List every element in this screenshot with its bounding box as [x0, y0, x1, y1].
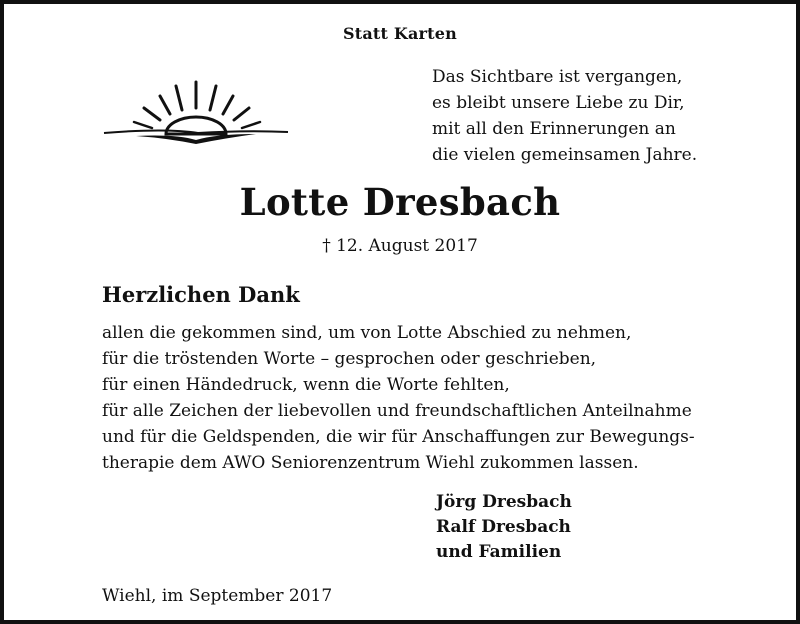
place-and-date: Wiehl, im September 2017: [102, 586, 333, 606]
signer-line: und Familien: [436, 542, 562, 562]
deceased-name: Lotte Dresbach: [239, 180, 561, 224]
thanks-line: für die tröstenden Worte – gesprochen oder geschrieben,: [102, 349, 597, 369]
thanks-line: und für die Geldspenden, die wir für Anschaffungen zur Bewegungs-: [102, 427, 695, 447]
thanks-title: Herzlichen Dank: [102, 282, 300, 307]
signer-line: Ralf Dresbach: [436, 517, 571, 537]
motto-verse: [432, 64, 732, 168]
motto-line: es bleibt unsere Liebe zu Dir,: [432, 93, 685, 113]
thanks-line: allen die gekommen sind, um von Lotte Abschied zu nehmen,: [102, 323, 632, 343]
signers: [436, 490, 572, 565]
card-heading: Statt Karten: [343, 24, 457, 43]
thanks-text: [102, 320, 742, 476]
motto-line: die vielen gemeinsamen Jahre.: [432, 145, 698, 165]
thanks-line: therapie dem AWO Seniorenzentrum Wiehl zukommen lassen.: [102, 453, 639, 473]
thanks-line: für alle Zeichen der liebevollen und freundschaftlichen Anteilnahme: [102, 401, 692, 421]
death-date: † 12. August 2017: [322, 236, 478, 256]
thanks-line: für einen Händedruck, wenn die Worte fehlten,: [102, 375, 510, 395]
sunset-icon: [96, 72, 296, 152]
motto-line: Das Sichtbare ist vergangen,: [432, 67, 683, 87]
motto-line: mit all den Erinnerungen an: [432, 119, 676, 139]
signer-line: Jörg Dresbach: [436, 492, 572, 512]
